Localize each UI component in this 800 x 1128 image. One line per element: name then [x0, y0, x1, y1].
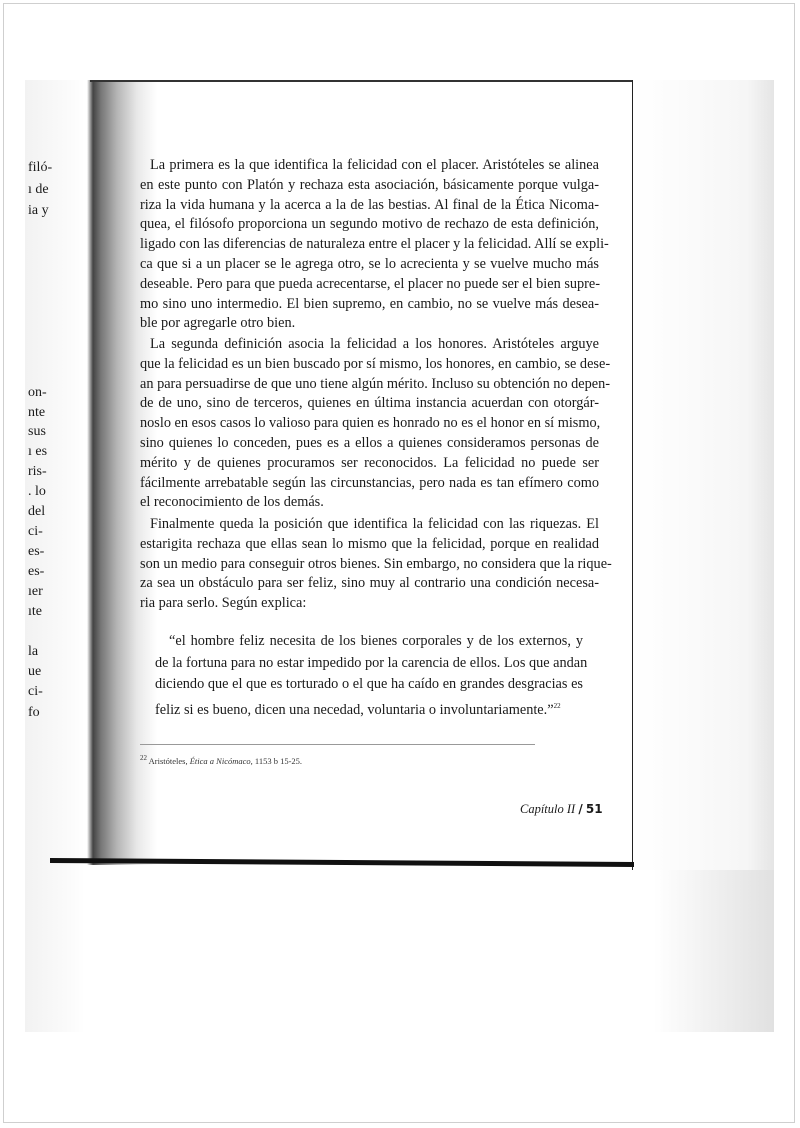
text-line: de de uno, sino de terceros, quienes en última instancia acuerdan con otorgár- [140, 395, 599, 412]
text-line: Finalmente queda la posición que identifica la felicidad con las riquezas. El [150, 516, 599, 532]
text-line: ca que si a un placer se le agrega otro, se lo acrecienta y se vuelve mucho más [140, 256, 599, 272]
text-line: mo sino uno intermedio. El bien supremo, en cambio, no se vuelve más desea- [140, 295, 599, 312]
right-page-edge [632, 80, 774, 870]
left-page-fragment: del [28, 504, 46, 519]
text-line: que la felicidad es un bien buscado por sí mismo, los honores, en cambio, se dese- [140, 355, 611, 372]
left-page-fragment: . lo [28, 484, 46, 499]
left-page-fragment: ıer [28, 584, 43, 599]
left-page-fragment: fo [28, 705, 40, 720]
footnote-author: Aristóteles, [148, 755, 188, 766]
chapter-label: Capítulo II [520, 802, 576, 816]
left-page-fragment: es- [28, 544, 45, 559]
text-line: ble por agregarle otro bien. [140, 315, 296, 332]
text-line: ria para serlo. Según explica: [140, 595, 307, 612]
text-line: an para persuadirse de que uno tiene algún mérito. Incluso su obtención no depen- [140, 375, 611, 392]
footer-separator: / [578, 802, 583, 816]
footnote-rule [140, 744, 535, 745]
quote-text: diciendo que el que es torturado o el que ha caído en grandes desgracias es [155, 676, 583, 693]
left-page-fragment: es- [28, 564, 45, 579]
left-page-fragment: nte [28, 405, 46, 420]
left-page-fragment: ci- [28, 524, 43, 539]
left-page-fragment: ı es [28, 444, 48, 459]
text-line: mérito y de quienes procuramos ser reconocidos. La felicidad no puede ser [140, 454, 599, 471]
text-line: ligado con las diferencias de naturaleza entre el placer y la felicidad. Allí se expli- [140, 236, 609, 253]
left-page-fragment: ris- [28, 464, 47, 479]
text-line: estarigita rechaza que ellas sean lo mismo que la felicidad, porque en realidad [140, 535, 599, 552]
text-line: deseable. Pero para que pueda acrecentarse, el placer no puede ser el bien supre- [140, 275, 601, 292]
text-line: el reconocimiento de los demás. [140, 494, 324, 511]
text-line: sino quienes lo conceden, pues es a ellos a quienes consideramos personas de [140, 435, 599, 451]
quote-line [155, 697, 583, 719]
footnote-number: 22 [140, 754, 147, 762]
left-page-fragment: ci- [28, 684, 43, 699]
left-page-fragment: ıte [28, 604, 42, 619]
quote-text: “el hombre feliz necesita de los bienes corporales y de los externos, y [169, 633, 583, 649]
footnote [140, 754, 302, 766]
left-page-fragment: sus [28, 424, 46, 439]
quote-line [155, 654, 588, 672]
text-line: quea, el filósofo proporciona un segundo motivo de rechazo de esta definición, [140, 216, 599, 233]
page-footer [520, 802, 603, 817]
text-line: La primera es la que identifica la felicidad con el placer. Aristóteles se alinea [150, 157, 599, 173]
page-number: 51 [585, 802, 603, 816]
text-line: noslo en esos casos lo valioso para quien es honrado no es el honor en sí mismo, [140, 415, 601, 432]
quote-line [155, 632, 583, 650]
quote-text: feliz si es bueno, dicen una necedad, voluntaria o involuntariamente.” [155, 701, 554, 718]
page-bottom-edge [50, 858, 634, 867]
left-page-fragment: ia y [28, 203, 49, 218]
left-page-fragment: ue [28, 664, 42, 679]
left-page-fragment: filó- [28, 160, 53, 175]
footnote-title: Ética a Nicómaco [189, 755, 251, 766]
text-line: fácilmente arrebatable según las circunstancias, pero nada es tan efímero como [140, 474, 599, 491]
text-line: en este punto con Platón y rechaza esta asociación, básicamente porque vulga- [140, 176, 599, 193]
page-top-edge [90, 80, 632, 82]
footnote-reference: 22 [553, 701, 561, 710]
text-line: riza la vida humana y la acerca a la de las bestias. Al final de la Ética Nicoma- [140, 196, 599, 213]
text-line: son un medio para conseguir otros bienes. Sin embargo, no considera que la rique- [140, 555, 612, 572]
quote-line [155, 675, 583, 693]
left-page-fragment: ı de [28, 182, 49, 197]
text-line: La segunda definición asocia la felicidad a los honores. Aristóteles arguye [150, 336, 599, 352]
left-page-fragment: la [28, 644, 39, 659]
left-page-fragment: on- [28, 385, 47, 400]
text-line: za sea un obstáculo para ser feliz, sino muy al contrario una condición necesa- [140, 575, 599, 592]
footnote-ref: , 1153 b 15-25. [250, 755, 303, 766]
quote-text: de la fortuna para no estar impedido por la carencia de ellos. Los que andan [155, 654, 588, 671]
